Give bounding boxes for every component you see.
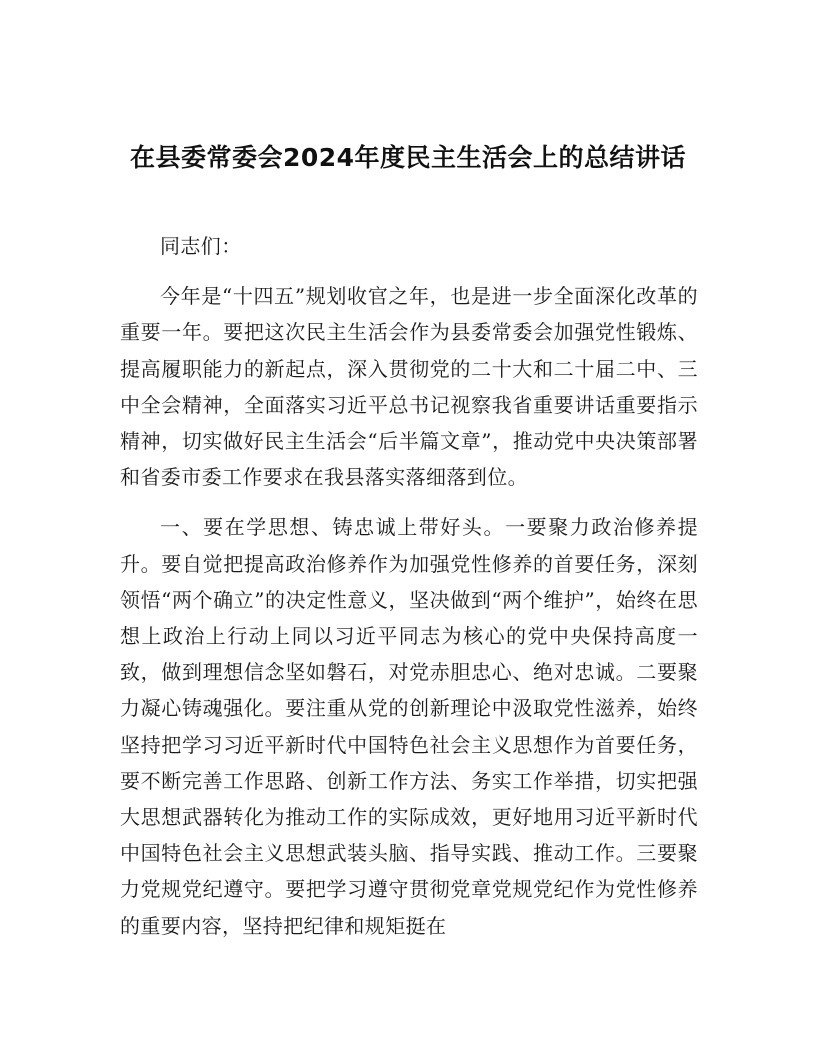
paragraph-intro: 今年是“十四五”规划收官之年，也是进一步全面深化改革的重要一年。要把这次民主生活会作为县委常委会加强党性锻炼、提高履职能力的新起点，深入贯彻党的二十大和二十届二中、三中全会精神，全面落实习近平总书记视察我省重要讲话重要指示精神，切实做好民主生活会“后半篇文章”，推动党中央决策部署和省委市委工作要求在我县落实落细落到位。 (120, 284, 698, 490)
paragraph-section-one: 一、要在学思想、铸忠诚上带好头。一要聚力政治修养提升。要自觉把提高政治修养作为加强党性修养的首要任务，深刻领悟“两个确立”的决定性意义，坚决做到“两个维护”，始终在思想上政治上行动上同以习近平同志为核心的党中央保持高度一致，做到理想信念坚如磐石，对党赤胆忠心、绝对忠诚。二要聚力凝心铸魂强化。要注重从党的创新理论中汲取党性滋养，始终坚持把学习习近平新时代中国特色社会主义思想作为首要任务，要不断完善工作思路、创新工作方法、务实工作举措，切实把强大思想武器转化为推动工作的实际成效，更好地用习近平新时代中国特色社会主义思想武装头脑、指导实践、推动工作。三要聚力党规党纪遵守。要把学习遵守贯彻党章党规党纪作为党性修养的重要内容，坚持把纪律和规矩挺在 (120, 515, 698, 938)
document-title: 在县委常委会2024年度民主生活会上的总结讲话 (129, 143, 687, 172)
document-body (120, 228, 698, 944)
salutation: 同志们： (160, 234, 242, 258)
